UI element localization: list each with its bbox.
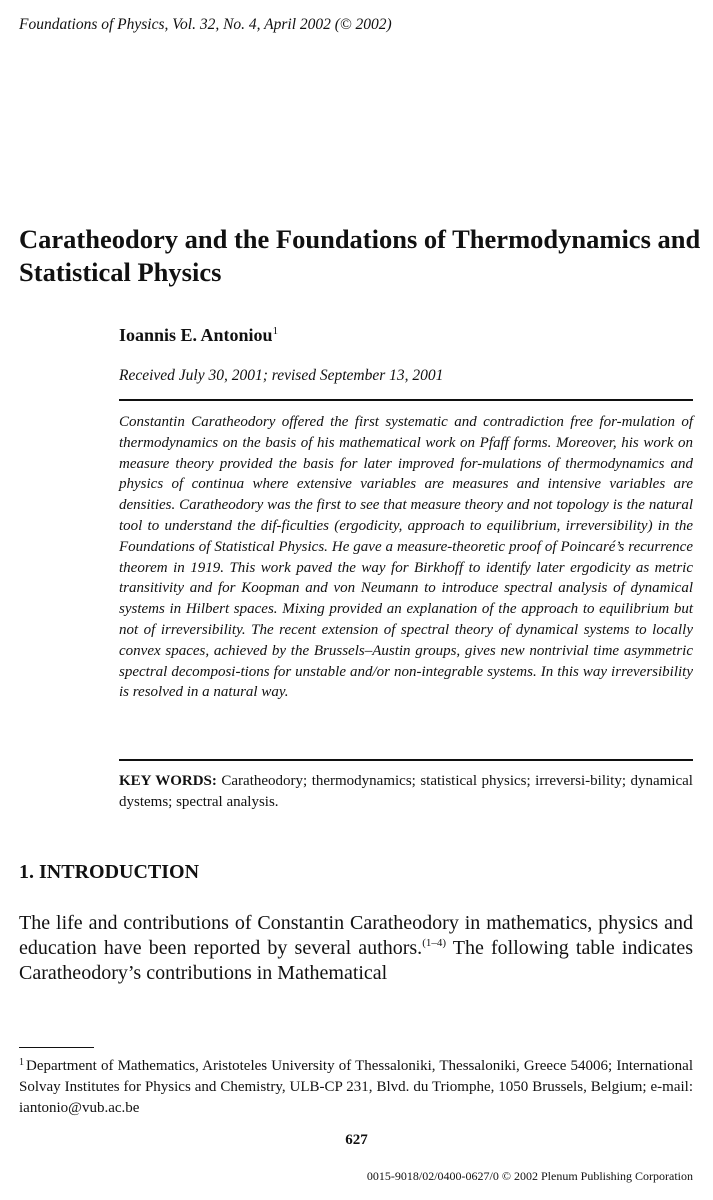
article-title: Caratheodory and the Foundations of Thermodynamics and Statistical Physics: [19, 224, 701, 287]
author-line: [119, 325, 278, 346]
footnote-text: Department of Mathematics, Aristoteles University of Thessaloniki, Thessaloniki, Greece 54006; International Solvay Institutes for Physics and Chemistry, ULB-CP 231, Blvd. du Triomphe, 1050 Brussels, Belgium; e-mail: iantonio@vub.ac.be: [19, 1058, 693, 1116]
keywords: [119, 771, 693, 813]
abstract-bottom-rule: [119, 759, 693, 761]
keywords-list: Caratheodory; thermodynamics; statistical physics; irreversi-bility; dynamical dystems; spectral analysis.: [119, 773, 693, 810]
publisher-line: 0015-9018/02/0400-0627/0 © 2002 Plenum Publishing Corporation: [366, 1169, 693, 1183]
footnote-mark: 1: [19, 1057, 24, 1068]
paragraph-text: The life and contributions of Constantin Caratheodory in mathematics, physics and education have been reported by several authors.: [19, 912, 693, 959]
footnote-rule: [19, 1047, 94, 1048]
introduction-paragraph: [19, 911, 693, 986]
paragraph-text-continued: The following table indicates Caratheodory’s contributions in Mathematical: [19, 937, 693, 984]
author-footnote-mark: 1: [272, 325, 279, 337]
section-heading: 1. INTRODUCTION: [19, 861, 200, 883]
reference-citation: (1–4): [422, 937, 447, 949]
keywords-label: KEY WORDS:: [119, 773, 217, 789]
footnote: [19, 1056, 693, 1119]
running-header: Foundations of Physics, Vol. 32, No. 4, April 2002 (© 2002): [19, 16, 392, 33]
page-number: 627: [345, 1132, 368, 1148]
author-name: Ioannis E. Antoniou: [119, 325, 273, 345]
abstract-top-rule: [119, 399, 693, 401]
abstract: Constantin Caratheodory offered the first systematic and contradiction free for-mulation of thermodynamics on the basis of his mathematical work on Pfaff forms. Moreover, his work on measure theory provided the basis for later improved for-mulations of thermodynamics and physics of continua where extensive variables are measures and intensive variables are densities. Caratheodory was the first to see that measure theory and not topology is the natural tool to understand the dif-ficulties (ergodicity, approach to equilibrium, irreversibility) in the Foundations of Statistical Physics. He gave a measure-theoretic proof of Poincaré’s recurrence theorem in 1919. This work paved the way for Birkhoff to identify later ergodicity as metric transitivity and for Koopman and von Neumann to introduce spectral analysis of dynamical systems in Hilbert spaces. Mixing provided an explanation of the approach to equilibrium but not of irreversibility. The recent extension of spectral theory of dynamical systems to locally convex spaces, achieved by the Brussels–Austin groups, gives new nontrivial time asymmetric spectral decomposi-tions for unstable and/or non-integrable systems. In this way irreversibility is resolved in a natural way.: [119, 414, 693, 701]
received-dates: Received July 30, 2001; revised September 13, 2001: [119, 367, 444, 384]
